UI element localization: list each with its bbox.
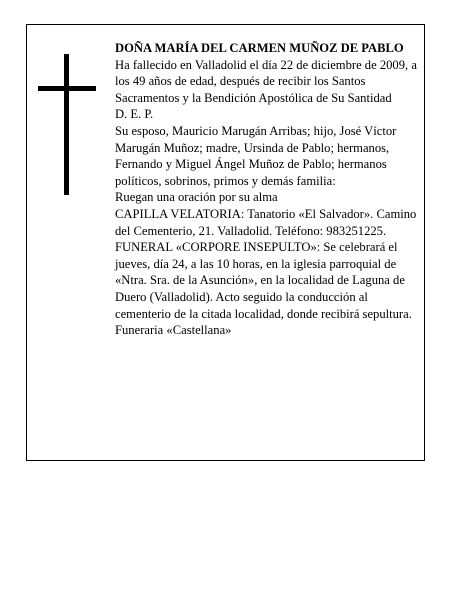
rest-in-peace: D. E. P. xyxy=(115,107,154,122)
death-info: Ha fallecido en Valladolid el día 22 de diciembre de 2009, a los 49 años de edad, después de recibir los Santos Sacramentos y la Bendición Apostólica de Su Santidad xyxy=(115,57,417,105)
chapel-info: CAPILLA VELATORIA: Tanatorio «El Salvador». Camino del Cementerio, 21. Valladolid. Teléfono: 983251225. xyxy=(115,206,417,238)
cross-vertical-bar xyxy=(64,54,69,195)
funeral-info: FUNERAL «CORPORE INSEPULTO»: Se celebrará el jueves, día 24, a las 10 horas, en la iglesia parroquial de «Ntra. Sra. de la Asunción», en la localidad de Laguna de Duero (Valladolid). Acto seguido la conducción al cementerio de la citada localidad, donde recibirá sepultura. xyxy=(115,240,412,321)
funeral-home: Funeraria «Castellana» xyxy=(115,323,232,338)
obituary-text xyxy=(115,40,421,339)
cross-horizontal-bar xyxy=(38,86,96,91)
family-list: Su esposo, Mauricio Marugán Arribas; hijo, José Víctor Marugán Muñoz; madre, Ursinda de Pablo; hermanos, Fernando y Miguel Ángel Muñoz de Pablo; hermanos políticos, sobrinos, primos y demás familia: xyxy=(115,123,397,188)
prayer-request: Ruegan una oración por su alma xyxy=(115,190,278,205)
deceased-name: DOÑA MARÍA DEL CARMEN MUÑOZ DE PABLO xyxy=(115,41,404,55)
